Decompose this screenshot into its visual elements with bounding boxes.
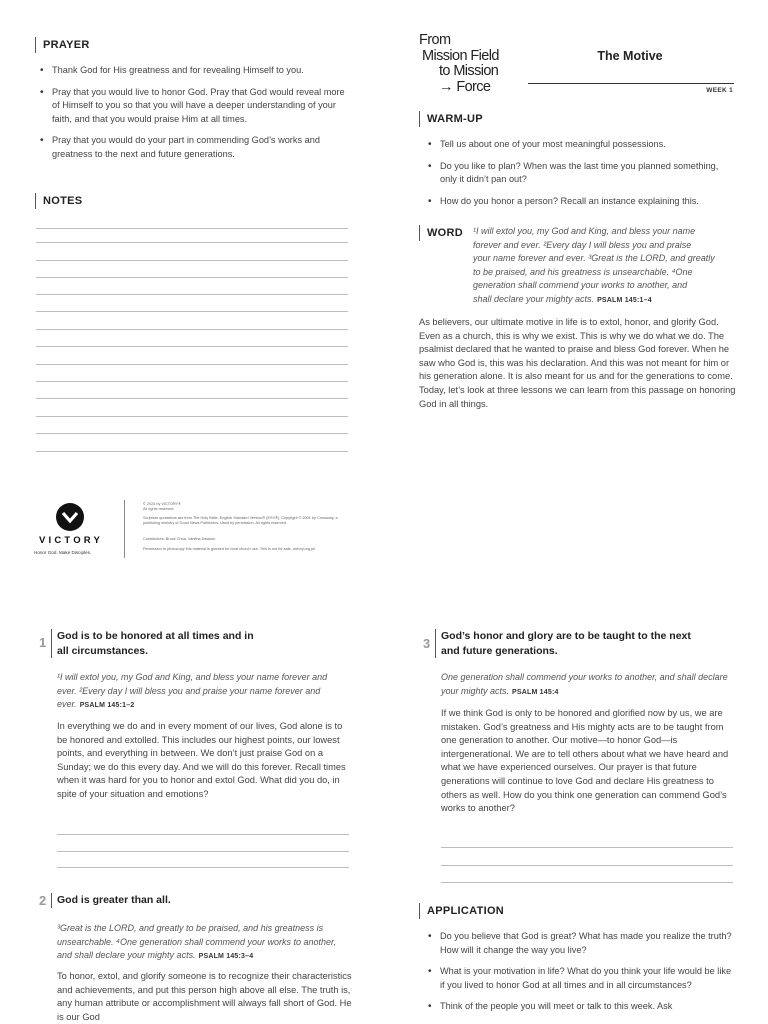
logo-line: From: [419, 32, 451, 48]
word-scripture: [473, 225, 737, 307]
note-line[interactable]: [36, 433, 348, 434]
verse-text: One generation shall commend your works to another, and shall declare your mighty acts.: [441, 672, 728, 696]
contributors-line: Contributors: Bruce Chua, Vanitha Dawson: [143, 537, 216, 541]
answer-line[interactable]: [57, 834, 349, 835]
point-number: 1: [39, 635, 47, 650]
logo-line: to Mission: [439, 63, 499, 79]
point-body: In everything we do and in every moment of our lives, God alone is to be honored and extolled. This includes our highest points, our lowest points, and everything in between. We don’t just praise God on a Sunday; we do this every day. And we will do this forever. Recall times when it was hard for you to honor and extol God. What did you do, in spite of your situation and emotions?: [57, 721, 346, 799]
point-scripture: [57, 671, 347, 713]
scripture-reference: PSALM 145:1–4: [597, 296, 652, 304]
note-line[interactable]: [36, 277, 348, 278]
series-logo: [419, 33, 499, 95]
prayer-heading: PRAYER: [35, 37, 90, 53]
victory-logo-icon: [56, 503, 84, 531]
victory-wordmark: VICTORY: [38, 535, 104, 546]
point-heading: [51, 629, 351, 658]
intro-paragraph: As believers, our ultimate motive in life is to extol, honor, and glorify God. Even as a church, this is why we exist. This is why we do what we do. The psalmist declared that he wanted to praise and bless God forever. When he saw who God is, this was his declaration. And this was not meant for him or his generation alone. It is also meant for us and for the generations to come. Today, let’s look at three lessons we can learn from this passage on honoring God in all things.: [419, 317, 736, 409]
warmup-list: [425, 138, 737, 216]
heading-line: God is to be honored at all times and in: [57, 630, 254, 642]
victory-tagline: Honor God. Make Disciples.: [34, 550, 92, 555]
answer-line[interactable]: [441, 882, 733, 883]
verse-line: generation shall commend your works to another, and: [473, 280, 688, 290]
note-line[interactable]: [36, 260, 348, 261]
heading-line: God’s honor and glory are to be taught to the next: [441, 630, 691, 642]
heading-line: all circumstances.: [57, 644, 149, 657]
verse-text: ¹I will extol you, my God and King, and bless your name forever and ever. ²Every day I will bless you and praise your name forever and ever.: [57, 672, 328, 709]
logo-line: Mission Field: [422, 47, 499, 64]
verse-line: shall declare your mighty acts.: [473, 293, 595, 304]
note-line[interactable]: [36, 329, 348, 330]
note-line[interactable]: [36, 311, 348, 312]
point-number: 3: [423, 636, 431, 651]
list-item: • Do you believe that God is great? What has made you realize the truth? How will it change the way you live?: [425, 930, 737, 957]
warmup-heading: WARM-UP: [419, 111, 483, 127]
list-item: • How do you honor a person? Recall an instance explaining this.: [425, 195, 737, 209]
point-heading: God is greater than all.: [51, 893, 351, 908]
note-line[interactable]: [36, 398, 348, 399]
heading-line: and future generations.: [441, 644, 558, 657]
scripture-reference: PSALM 145:4: [512, 688, 559, 696]
list-item: • Do you like to plan? When was the last time you planned something, only it didn’t pan out?: [425, 160, 737, 187]
verse-line: your name forever and ever. ³Great is the LORD, and greatly: [473, 253, 715, 263]
verse-text: ³Great is the LORD, and greatly to be praised, and his greatness is unsearchable. ⁴One generation shall commend your works to another, and shall declare your mighty acts.: [57, 923, 337, 960]
word-heading: WORD: [419, 225, 463, 241]
scripture-reference: PSALM 145:1–2: [79, 702, 135, 709]
prayer-list: [37, 64, 349, 169]
note-line[interactable]: [36, 294, 348, 295]
verse-line: ¹I will extol you, my God and King, and bless your name: [473, 226, 696, 236]
application-list: [425, 930, 737, 1022]
note-line[interactable]: [36, 364, 348, 365]
list-item: • What is your motivation in life? What do you think your life would be like if you lived to honor God at all times and in all circumstances?: [425, 965, 737, 992]
point-scripture: [57, 922, 347, 964]
answer-line[interactable]: [441, 847, 733, 848]
list-item: • Thank God for His greatness and for revealing Himself to you.: [37, 64, 349, 78]
copyright-line: All rights reserved.: [143, 507, 175, 511]
footer-divider: [124, 500, 125, 558]
list-item: • Think of the people you will meet or talk to this week. Ask: [425, 1000, 737, 1014]
scripture-reference: PSALM 145:3–4: [198, 953, 254, 960]
list-item: • Pray that you would live to honor God. Pray that God would reveal more of Himself to you so that you will have a deeper understanding of your faith, and that you would praise Him at all times.: [37, 86, 349, 127]
copyright-line: © 2024 by VICTORY®: [143, 502, 181, 506]
note-line[interactable]: [36, 416, 348, 417]
note-line[interactable]: [36, 451, 348, 452]
point-scripture: [441, 671, 731, 699]
lesson-title: The Motive: [597, 49, 663, 63]
logo-line: → Force: [439, 78, 491, 95]
point-body: To honor, extol, and glorify someone is to recognize their characteristics and achievements, and put this person high above all else. The truth is, any human attribute or accomplishment will always fall short of God. He is our God: [57, 971, 352, 1022]
answer-line[interactable]: [441, 865, 733, 866]
answer-line[interactable]: [57, 867, 349, 868]
note-line[interactable]: [36, 346, 348, 347]
point-body: If we think God is only to be honored and glorified now by us, we are mistaken. God’s greatness and His mighty acts are to be taught from one generation to another. Our motive—to honor God—is intergenerational. We are to tell others about what we have heard and what we have experienced ourselves. Our prayer is that future generations will continue to love God and declare His greatness to others as well. How do you think one generation can commend God’s works to another?: [441, 708, 729, 814]
note-line[interactable]: [36, 228, 348, 229]
scripture-permission: Scripture quotations are from The Holy Bible, English Standard Version® (ESV®), Copyright © 2001 by Crossway, a publishing ministry of Good News Publishers. Used by permission. All rights reserved.: [143, 516, 338, 525]
list-item: • Tell us about one of your most meaningful possessions.: [425, 138, 737, 152]
verse-line: to be praised, and his greatness is unsearchable. ⁴One: [473, 266, 693, 277]
point-heading: [435, 629, 740, 658]
answer-line[interactable]: [57, 851, 349, 852]
title-divider: [528, 83, 734, 84]
note-line[interactable]: [36, 242, 348, 243]
week-label: WEEK 1: [706, 87, 733, 94]
note-line[interactable]: [36, 381, 348, 382]
notes-heading: NOTES: [35, 193, 82, 209]
verse-line: forever and ever. ²Every day I will bless you and praise: [473, 239, 692, 250]
photocopy-permission: Permission to photocopy this material is granted for local church use. This is not for sale. victory.org.ph: [143, 547, 316, 551]
list-item: • Pray that you would do your part in commending God’s works and greatness to the next and future generations.: [37, 134, 349, 161]
application-heading: APPLICATION: [419, 903, 504, 919]
point-number: 2: [39, 893, 47, 908]
